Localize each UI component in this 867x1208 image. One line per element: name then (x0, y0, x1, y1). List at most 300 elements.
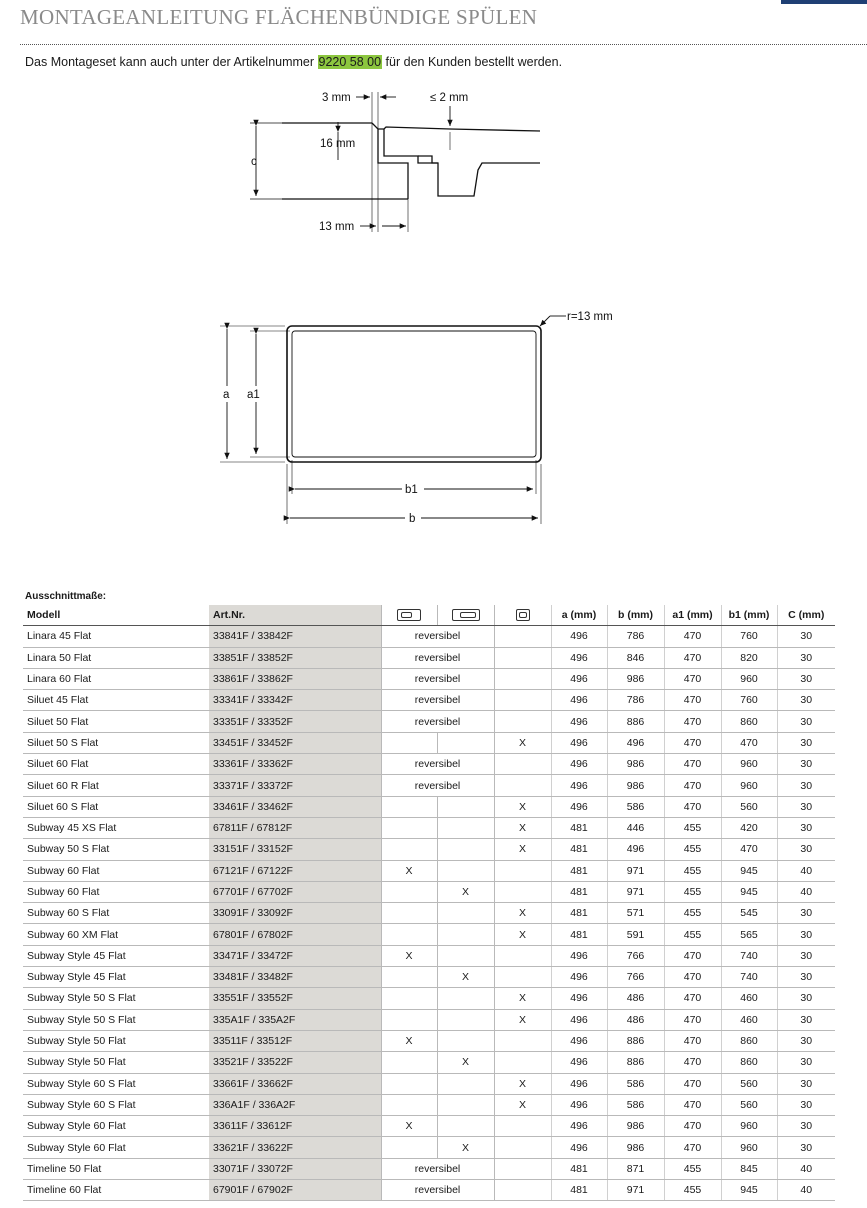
cell-a: 481 (551, 860, 607, 881)
cell-b: 586 (607, 796, 664, 817)
cell-art-number: 67811F / 67812F (209, 817, 381, 838)
cell-b1: 565 (721, 924, 777, 945)
cell-icon3-mark: X (494, 988, 551, 1009)
cell-c: 30 (777, 732, 835, 753)
cell-b: 846 (607, 647, 664, 668)
cell-a1: 470 (664, 732, 721, 753)
cell-model: Linara 50 Flat (23, 647, 209, 668)
cell-art-number: 33521F / 33522F (209, 1052, 381, 1073)
cell-c: 30 (777, 1030, 835, 1051)
cell-art-number: 33351F / 33352F (209, 711, 381, 732)
cell-b: 986 (607, 1116, 664, 1137)
cell-a: 496 (551, 732, 607, 753)
cell-c: 30 (777, 626, 835, 647)
cell-c: 30 (777, 988, 835, 1009)
label-a: a (223, 389, 230, 401)
cell-b1: 545 (721, 903, 777, 924)
cell-a1: 455 (664, 1158, 721, 1179)
cell-b: 971 (607, 1180, 664, 1201)
cell-icon1-mark (381, 988, 437, 1009)
table-row (23, 668, 835, 689)
cell-icon3-mark: X (494, 903, 551, 924)
table-row (23, 924, 835, 945)
cell-a: 481 (551, 924, 607, 945)
table-row (23, 945, 835, 966)
cell-c: 30 (777, 967, 835, 988)
cell-b: 766 (607, 945, 664, 966)
cell-model: Subway 60 XM Flat (23, 924, 209, 945)
cell-b1: 470 (721, 839, 777, 860)
cell-b1: 960 (721, 668, 777, 689)
cell-b1: 740 (721, 967, 777, 988)
cell-model: Timeline 60 Flat (23, 1180, 209, 1201)
cell-a: 496 (551, 1052, 607, 1073)
cell-icon2-mark (437, 924, 494, 945)
cell-b1: 945 (721, 1180, 777, 1201)
cell-a: 496 (551, 690, 607, 711)
cell-model: Linara 60 Flat (23, 668, 209, 689)
table-row (23, 860, 835, 881)
cell-a1: 470 (664, 1116, 721, 1137)
cell-model: Linara 45 Flat (23, 626, 209, 647)
cell-orientation: reversibel (381, 690, 494, 711)
cell-icon3-mark (494, 1116, 551, 1137)
cell-art-number: 67121F / 67122F (209, 860, 381, 881)
cell-model: Subway Style 45 Flat (23, 945, 209, 966)
table-row (23, 988, 835, 1009)
cell-a1: 470 (664, 1137, 721, 1158)
cell-icon1-mark: X (381, 945, 437, 966)
cell-icon3-mark: X (494, 839, 551, 860)
cell-a: 496 (551, 626, 607, 647)
plan-diagram (220, 316, 566, 524)
cell-icon1-mark (381, 1052, 437, 1073)
cell-b1: 740 (721, 945, 777, 966)
table-row (23, 690, 835, 711)
cell-model: Siluet 45 Flat (23, 690, 209, 711)
label-c: c (251, 156, 257, 168)
cell-a1: 470 (664, 626, 721, 647)
cell-a: 496 (551, 775, 607, 796)
sink-square-icon (494, 605, 551, 626)
cell-a: 496 (551, 945, 607, 966)
cell-icon3-mark (494, 881, 551, 902)
cell-art-number: 33371F / 33372F (209, 775, 381, 796)
cell-icon3-mark (494, 711, 551, 732)
cell-b1: 470 (721, 732, 777, 753)
cell-icon2-mark (437, 988, 494, 1009)
cell-icon3-mark: X (494, 924, 551, 945)
cell-a1: 470 (664, 945, 721, 966)
cell-model: Subway Style 60 Flat (23, 1116, 209, 1137)
cell-model: Subway Style 50 Flat (23, 1030, 209, 1051)
cell-icon2-mark (437, 839, 494, 860)
cell-a: 496 (551, 1094, 607, 1115)
cell-icon1-mark (381, 817, 437, 838)
cell-b1: 960 (721, 754, 777, 775)
cell-b: 586 (607, 1073, 664, 1094)
cell-art-number: 67901F / 67902F (209, 1180, 381, 1201)
table-row (23, 796, 835, 817)
cell-a: 496 (551, 967, 607, 988)
cell-b1: 960 (721, 1116, 777, 1137)
cell-art-number: 33451F / 33452F (209, 732, 381, 753)
cell-icon3-mark (494, 626, 551, 647)
cell-b: 446 (607, 817, 664, 838)
label-b1: b1 (405, 484, 418, 496)
cell-icon1-mark (381, 881, 437, 902)
cell-a1: 455 (664, 817, 721, 838)
cell-icon1-mark (381, 967, 437, 988)
table-row (23, 711, 835, 732)
label-le-2mm: ≤ 2 mm (430, 92, 469, 104)
page-title: MONTAGEANLEITUNG FLÄCHENBÜNDIGE SPÜLEN (20, 5, 538, 29)
cell-b: 591 (607, 924, 664, 945)
cell-b: 971 (607, 860, 664, 881)
table-row (23, 1158, 835, 1179)
cell-a1: 470 (664, 796, 721, 817)
cell-model: Subway Style 50 S Flat (23, 1009, 209, 1030)
table-row (23, 1009, 835, 1030)
cell-a1: 455 (664, 839, 721, 860)
cell-art-number: 33471F / 33472F (209, 945, 381, 966)
cell-model: Subway Style 60 S Flat (23, 1073, 209, 1094)
cell-a1: 455 (664, 881, 721, 902)
cell-icon3-mark (494, 1158, 551, 1179)
cell-a1: 470 (664, 1073, 721, 1094)
cell-b: 971 (607, 881, 664, 902)
cell-b: 486 (607, 988, 664, 1009)
cell-icon3-mark (494, 945, 551, 966)
cell-b1: 760 (721, 690, 777, 711)
cell-model: Subway 60 S Flat (23, 903, 209, 924)
cell-icon3-mark: X (494, 1009, 551, 1030)
cell-b: 786 (607, 690, 664, 711)
cell-b: 886 (607, 1030, 664, 1051)
cell-model: Subway 50 S Flat (23, 839, 209, 860)
cell-b1: 420 (721, 817, 777, 838)
cell-icon3-mark (494, 775, 551, 796)
cell-icon1-mark (381, 1137, 437, 1158)
header-art: Art.Nr. (209, 605, 381, 626)
cell-a1: 470 (664, 988, 721, 1009)
cell-model: Siluet 50 Flat (23, 711, 209, 732)
cell-c: 30 (777, 775, 835, 796)
table-row (23, 817, 835, 838)
label-13mm: 13 mm (319, 221, 355, 233)
cell-b1: 845 (721, 1158, 777, 1179)
cell-art-number: 33861F / 33862F (209, 668, 381, 689)
cell-icon3-mark: X (494, 732, 551, 753)
cell-icon3-mark (494, 754, 551, 775)
article-number-highlight: 9220 58 00 (318, 55, 382, 69)
cell-icon3-mark (494, 690, 551, 711)
cell-icon1-mark (381, 732, 437, 753)
cell-model: Subway Style 50 Flat (23, 1052, 209, 1073)
table-row (23, 647, 835, 668)
cell-c: 30 (777, 817, 835, 838)
cell-icon2-mark: X (437, 1137, 494, 1158)
header-a: a (mm) (551, 605, 607, 626)
cell-model: Subway 45 XS Flat (23, 817, 209, 838)
cell-b1: 860 (721, 711, 777, 732)
cell-icon3-mark (494, 1030, 551, 1051)
cell-a: 496 (551, 754, 607, 775)
cell-a: 496 (551, 796, 607, 817)
cell-a1: 455 (664, 1180, 721, 1201)
header-b1: b1 (mm) (721, 605, 777, 626)
cell-icon1-mark (381, 1073, 437, 1094)
cell-a1: 455 (664, 924, 721, 945)
cell-art-number: 33341F / 33342F (209, 690, 381, 711)
cell-model: Subway Style 60 S Flat (23, 1094, 209, 1115)
cell-b1: 560 (721, 1094, 777, 1115)
cell-c: 40 (777, 860, 835, 881)
cell-orientation: reversibel (381, 1158, 494, 1179)
cell-b: 586 (607, 1094, 664, 1115)
cell-a: 481 (551, 881, 607, 902)
intro-text-after: für den Kunden bestellt werden. (382, 55, 563, 69)
cell-art-number: 33661F / 33662F (209, 1073, 381, 1094)
cell-art-number: 33551F / 33552F (209, 988, 381, 1009)
cutout-table (23, 605, 835, 1201)
cell-icon2-mark (437, 1116, 494, 1137)
cell-art-number: 33071F / 33072F (209, 1158, 381, 1179)
cell-c: 30 (777, 1052, 835, 1073)
cell-c: 30 (777, 1073, 835, 1094)
cell-icon2-mark (437, 1009, 494, 1030)
cell-a: 496 (551, 647, 607, 668)
table-row (23, 732, 835, 753)
cell-a: 496 (551, 668, 607, 689)
section-diagram (250, 92, 540, 232)
cell-b: 766 (607, 967, 664, 988)
cell-b1: 820 (721, 647, 777, 668)
cell-c: 30 (777, 945, 835, 966)
cell-icon2-mark (437, 732, 494, 753)
cell-orientation: reversibel (381, 711, 494, 732)
cell-c: 40 (777, 1158, 835, 1179)
cell-b1: 560 (721, 1073, 777, 1094)
table-row (23, 1094, 835, 1115)
cell-b1: 460 (721, 1009, 777, 1030)
cell-art-number: 67801F / 67802F (209, 924, 381, 945)
cell-a1: 455 (664, 860, 721, 881)
cell-a: 481 (551, 839, 607, 860)
table-row (23, 903, 835, 924)
table-row (23, 1180, 835, 1201)
cell-b1: 760 (721, 626, 777, 647)
cell-a1: 470 (664, 1030, 721, 1051)
cell-b: 571 (607, 903, 664, 924)
cell-model: Siluet 60 R Flat (23, 775, 209, 796)
cell-b: 986 (607, 1137, 664, 1158)
cell-art-number: 33611F / 33612F (209, 1116, 381, 1137)
cell-b1: 960 (721, 775, 777, 796)
cell-c: 30 (777, 711, 835, 732)
cell-b: 496 (607, 732, 664, 753)
cell-a1: 470 (664, 967, 721, 988)
cell-icon2-mark: X (437, 1052, 494, 1073)
cell-model: Siluet 60 S Flat (23, 796, 209, 817)
cell-a1: 470 (664, 690, 721, 711)
cell-model: Subway Style 45 Flat (23, 967, 209, 988)
cell-icon2-mark (437, 903, 494, 924)
table-row (23, 754, 835, 775)
cell-b: 886 (607, 1052, 664, 1073)
cell-c: 30 (777, 690, 835, 711)
cell-c: 30 (777, 839, 835, 860)
cell-icon3-mark (494, 860, 551, 881)
table-row (23, 1052, 835, 1073)
cell-art-number: 33361F / 33362F (209, 754, 381, 775)
cell-icon1-mark (381, 903, 437, 924)
cell-b1: 945 (721, 881, 777, 902)
table-caption: Ausschnittmaße: (25, 591, 107, 602)
table-row (23, 1137, 835, 1158)
cell-c: 30 (777, 924, 835, 945)
cell-art-number: 67701F / 67702F (209, 881, 381, 902)
cell-a: 496 (551, 988, 607, 1009)
cell-c: 30 (777, 668, 835, 689)
cell-orientation: reversibel (381, 754, 494, 775)
cell-b1: 945 (721, 860, 777, 881)
cell-c: 30 (777, 1137, 835, 1158)
cell-c: 40 (777, 881, 835, 902)
cell-model: Subway Style 60 Flat (23, 1137, 209, 1158)
cell-icon3-mark (494, 1180, 551, 1201)
cell-orientation: reversibel (381, 626, 494, 647)
label-3mm: 3 mm (322, 92, 351, 104)
cell-art-number: 33511F / 33512F (209, 1030, 381, 1051)
cell-b1: 460 (721, 988, 777, 1009)
cell-a1: 470 (664, 647, 721, 668)
cell-c: 30 (777, 796, 835, 817)
cell-icon2-mark: X (437, 881, 494, 902)
cell-art-number: 33461F / 33462F (209, 796, 381, 817)
cell-icon3-mark (494, 668, 551, 689)
cell-a: 496 (551, 711, 607, 732)
cell-model: Siluet 50 S Flat (23, 732, 209, 753)
cell-model: Timeline 50 Flat (23, 1158, 209, 1179)
table-row (23, 839, 835, 860)
cell-icon2-mark (437, 1094, 494, 1115)
cell-a: 496 (551, 1073, 607, 1094)
cell-c: 30 (777, 647, 835, 668)
cell-model: Subway Style 50 S Flat (23, 988, 209, 1009)
cell-icon1-mark: X (381, 860, 437, 881)
cell-icon3-mark: X (494, 796, 551, 817)
cell-icon3-mark (494, 967, 551, 988)
cell-icon3-mark: X (494, 1094, 551, 1115)
cell-orientation: reversibel (381, 1180, 494, 1201)
cell-b: 886 (607, 711, 664, 732)
cell-art-number: 33841F / 33842F (209, 626, 381, 647)
cell-model: Subway 60 Flat (23, 860, 209, 881)
table-header-row (23, 605, 835, 626)
cell-icon1-mark (381, 839, 437, 860)
cell-b1: 560 (721, 796, 777, 817)
header-c: C (mm) (777, 605, 835, 626)
label-16mm: 16 mm (320, 138, 356, 150)
cell-art-number: 335A1F / 335A2F (209, 1009, 381, 1030)
cell-c: 40 (777, 1180, 835, 1201)
cell-icon1-mark: X (381, 1116, 437, 1137)
cell-icon3-mark (494, 647, 551, 668)
cell-a1: 470 (664, 711, 721, 732)
cell-icon3-mark (494, 1052, 551, 1073)
table-row (23, 775, 835, 796)
cell-model: Subway 60 Flat (23, 881, 209, 902)
cell-model: Siluet 60 Flat (23, 754, 209, 775)
cell-icon1-mark: X (381, 1030, 437, 1051)
cell-a1: 455 (664, 903, 721, 924)
cell-b: 986 (607, 775, 664, 796)
cell-art-number: 33481F / 33482F (209, 967, 381, 988)
cell-icon3-mark (494, 1137, 551, 1158)
intro-text-before: Das Montageset kann auch unter der Artikelnummer (25, 55, 318, 69)
cell-icon2-mark: X (437, 967, 494, 988)
cell-a: 496 (551, 1009, 607, 1030)
cell-b: 986 (607, 754, 664, 775)
cell-orientation: reversibel (381, 775, 494, 796)
cell-icon2-mark (437, 1030, 494, 1051)
cell-c: 30 (777, 754, 835, 775)
cell-b: 496 (607, 839, 664, 860)
table-row (23, 1073, 835, 1094)
cell-a: 481 (551, 817, 607, 838)
cell-art-number: 33151F / 33152F (209, 839, 381, 860)
table-row (23, 626, 835, 647)
label-a1: a1 (247, 389, 260, 401)
cell-c: 30 (777, 1116, 835, 1137)
cell-c: 30 (777, 903, 835, 924)
cell-art-number: 33091F / 33092F (209, 903, 381, 924)
cell-icon1-mark (381, 924, 437, 945)
cell-icon3-mark: X (494, 817, 551, 838)
cell-a1: 470 (664, 1052, 721, 1073)
table-row (23, 967, 835, 988)
header-a1: a1 (mm) (664, 605, 721, 626)
cell-a1: 470 (664, 1009, 721, 1030)
cell-b: 986 (607, 668, 664, 689)
cell-icon2-mark (437, 796, 494, 817)
cell-c: 30 (777, 1094, 835, 1115)
cell-icon2-mark (437, 860, 494, 881)
table-row (23, 1030, 835, 1051)
table-row (23, 881, 835, 902)
cell-c: 30 (777, 1009, 835, 1030)
sink-left-icon (381, 605, 437, 626)
label-b: b (409, 513, 416, 525)
cell-icon1-mark (381, 1094, 437, 1115)
cell-orientation: reversibel (381, 668, 494, 689)
cell-icon3-mark: X (494, 1073, 551, 1094)
cell-a: 481 (551, 1158, 607, 1179)
cell-a: 496 (551, 1030, 607, 1051)
cell-a1: 470 (664, 775, 721, 796)
cell-a1: 470 (664, 754, 721, 775)
header-b: b (mm) (607, 605, 664, 626)
cell-orientation: reversibel (381, 647, 494, 668)
label-radius: r=13 mm (567, 311, 613, 323)
cell-a1: 470 (664, 1094, 721, 1115)
table-row (23, 1116, 835, 1137)
cell-icon1-mark (381, 796, 437, 817)
cell-art-number: 336A1F / 336A2F (209, 1094, 381, 1115)
cell-b1: 960 (721, 1137, 777, 1158)
cell-a1: 470 (664, 668, 721, 689)
